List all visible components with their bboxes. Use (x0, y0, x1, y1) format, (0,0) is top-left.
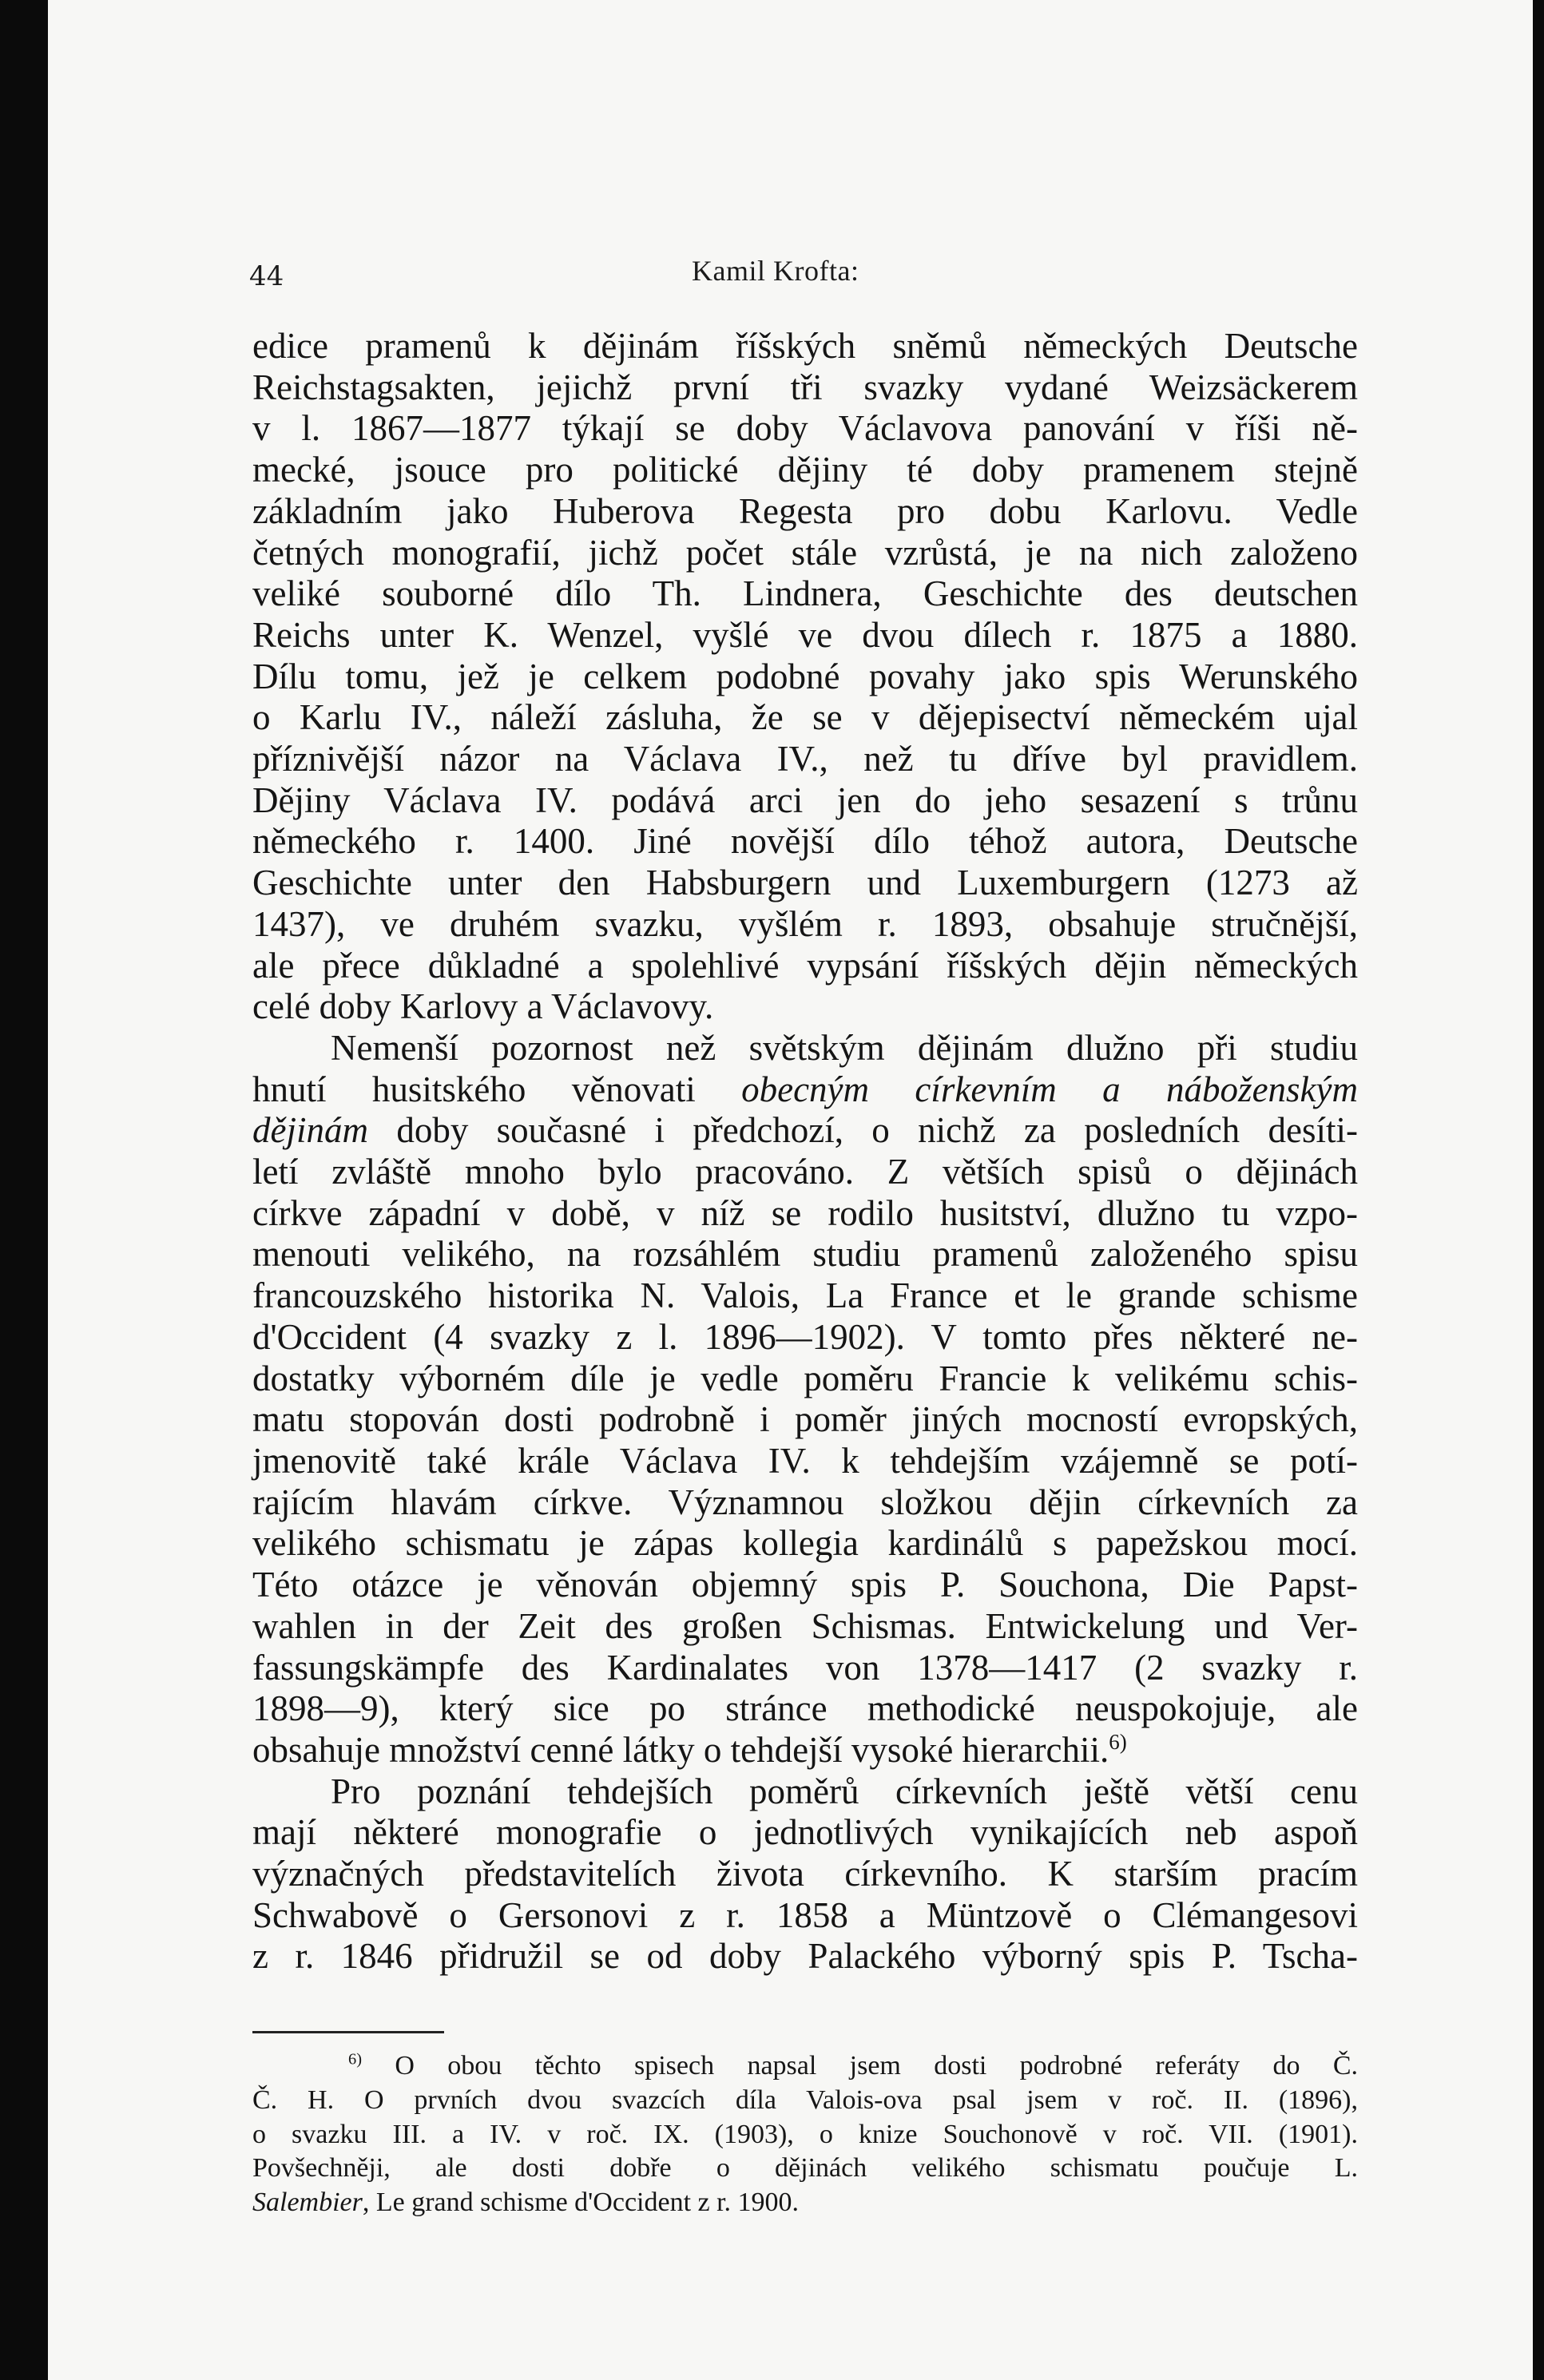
text-line: celé doby Karlovy a Václavovy. (252, 986, 714, 1027)
text-run: obsahuje množství cenné látky o tehdejší vysoké hierarchii. (252, 1729, 1109, 1770)
text-line: jmenovitě také krále Václava IV. k tehdejším vzájemně se potí- (252, 1440, 1358, 1481)
italic-emphasis: dějinám (252, 1110, 368, 1151)
text-line (252, 1069, 1358, 1111)
footnote-divider (252, 2031, 444, 2033)
text-line: v l. 1867—1877 týkají se doby Václavova panování v říši ně- (252, 408, 1358, 449)
text-line: Nemenší pozornost než světským dějinám dlužno při studiu (331, 1027, 1358, 1068)
text-line: mecké, jsouce pro politické dějiny té doby pramenem stejně (252, 450, 1358, 490)
footnote-line (252, 2049, 1358, 2084)
text-line (252, 1110, 1358, 1152)
text-line: dostatky výborném díle je vedle poměru Francie k velikému schis- (252, 1358, 1358, 1398)
text-line: Reichs unter K. Wenzel, vyšlé ve dvou dílech r. 1875 a 1880. (252, 614, 1358, 655)
text-run: , Le grand schisme d'Occident z r. 1900. (362, 2188, 800, 2218)
text-line: Dílu tomu, jež je celkem podobné povahy jako spis Werunského (252, 656, 1358, 696)
text-line: příznivější názor na Václava IV., než tu dříve byl pravidlem. (252, 739, 1358, 779)
author-name: Salembier (252, 2188, 363, 2218)
text-line: Této otázce je věnován objemný spis P. Souchona, Die Papst- (252, 1565, 1358, 1605)
running-head: Kamil Krofta: (692, 255, 859, 287)
text-line: Pro poznání tehdejších poměrů církevních ještě větší cenu (331, 1771, 1358, 1811)
text-line: základním jako Huberova Regesta pro dobu Karlovu. Vedle (252, 490, 1358, 531)
text-line: d'Occident (4 svazky z l. 1896—1902). V tomto přes některé ne- (252, 1316, 1358, 1357)
text-line: mají některé monografie o jednotlivých vynikajících neb aspoň (252, 1812, 1358, 1853)
footnote (252, 2049, 1358, 2220)
text-run: doby současné i předchozí, o nichž za posledních desíti- (367, 1110, 1358, 1151)
italic-emphasis: obecným církevním a náboženským (741, 1069, 1358, 1109)
text-line: 1898—9), který sice po stránce methodické neuspokojuje, ale (252, 1688, 1358, 1729)
text-run: O obou těchto spisech napsal jsem dosti podrobné referáty do Č. (362, 2051, 1358, 2081)
footnote-line (252, 2186, 1358, 2220)
paragraph-1 (252, 326, 1358, 1028)
text-line (252, 1730, 1358, 1771)
text-line: Reichstagsakten, jejichž první tři svazky vydané Weizsäckerem (252, 367, 1358, 407)
text-line: církve západní v době, v níž se rodilo husitství, dlužno tu vzpo- (252, 1192, 1358, 1233)
paragraph-3 (252, 1771, 1358, 1978)
text-line: Geschichte unter den Habsburgern und Luxemburgern (1273 až (252, 863, 1358, 903)
text-line: menouti velikého, na rozsáhlém studiu pramenů založeného spisu (252, 1234, 1358, 1275)
text-line: Dějiny Václava IV. podává arci jen do jeho sesazení s trůnu (252, 779, 1358, 820)
page-number: 44 (249, 260, 284, 292)
footnote-line: o svazku III. a IV. v roč. IX. (1903), o knize Souchonově v roč. VII. (1901). (252, 2119, 1358, 2149)
text-line: význačných představitelích života církevního. K starším pracím (252, 1854, 1358, 1894)
text-line: Schwabově o Gersonovi z r. 1858 a Müntzově o Clémangesovi (252, 1894, 1358, 1935)
text-line: fassungskämpfe des Kardinalates von 1378—1417 (2 svazky r. (252, 1647, 1358, 1688)
footnote-marker: 6) (348, 2050, 362, 2069)
text-line: rajícím hlavám církve. Významnou složkou dějin církevních za (252, 1482, 1358, 1522)
footnote-line: Č. H. O prvních dvou svazcích díla Valois-ova psal jsem v roč. II. (1896), (252, 2084, 1358, 2115)
text-line: edice pramenů k dějinám říšských sněmů německých Deutsche (252, 326, 1358, 366)
text-line: z r. 1846 přidružil se od doby Palackého výborný spis P. Tscha- (252, 1936, 1358, 1977)
text-line: francouzského historika N. Valois, La France et le grande schisme (252, 1275, 1358, 1316)
text-line: wahlen in der Zeit des großen Schismas. Entwickelung und Ver- (252, 1605, 1358, 1646)
text-run: hnutí husitského věnovati (252, 1069, 742, 1109)
footnote-reference[interactable]: 6) (1109, 1729, 1127, 1754)
text-line: matu stopován dosti podrobně i poměr jiných mocností evropských, (252, 1399, 1358, 1440)
scan-edge-left (0, 0, 48, 2380)
paragraph-2 (252, 1028, 1358, 1771)
text-line: 1437), ve druhém svazku, vyšlém r. 1893, obsahuje stručnější, (252, 903, 1358, 944)
footnote-line: Povšechněji, ale dosti dobře o dějinách velikého schismatu poučuje L. (252, 2153, 1358, 2184)
text-line: ale přece důkladné a spolehlivé vypsání říšských dějin německých (252, 945, 1358, 986)
body-text (252, 326, 1358, 1977)
text-line: četných monografií, jichž počet stále vzrůstá, je na nich založeno (252, 532, 1358, 573)
scan-edge-right (1533, 0, 1544, 2380)
text-line: veliké souborné dílo Th. Lindnera, Geschichte des deutschen (252, 573, 1358, 614)
text-line: o Karlu IV., náleží zásluha, že se v dějepisectví německém ujal (252, 697, 1358, 738)
text-line: velikého schismatu je zápas kollegia kardinálů s papežskou mocí. (252, 1523, 1358, 1564)
text-line: letí zvláště mnoho bylo pracováno. Z větších spisů o dějinách (252, 1152, 1358, 1192)
text-line: německého r. 1400. Jiné novější dílo téhož autora, Deutsche (252, 821, 1358, 862)
